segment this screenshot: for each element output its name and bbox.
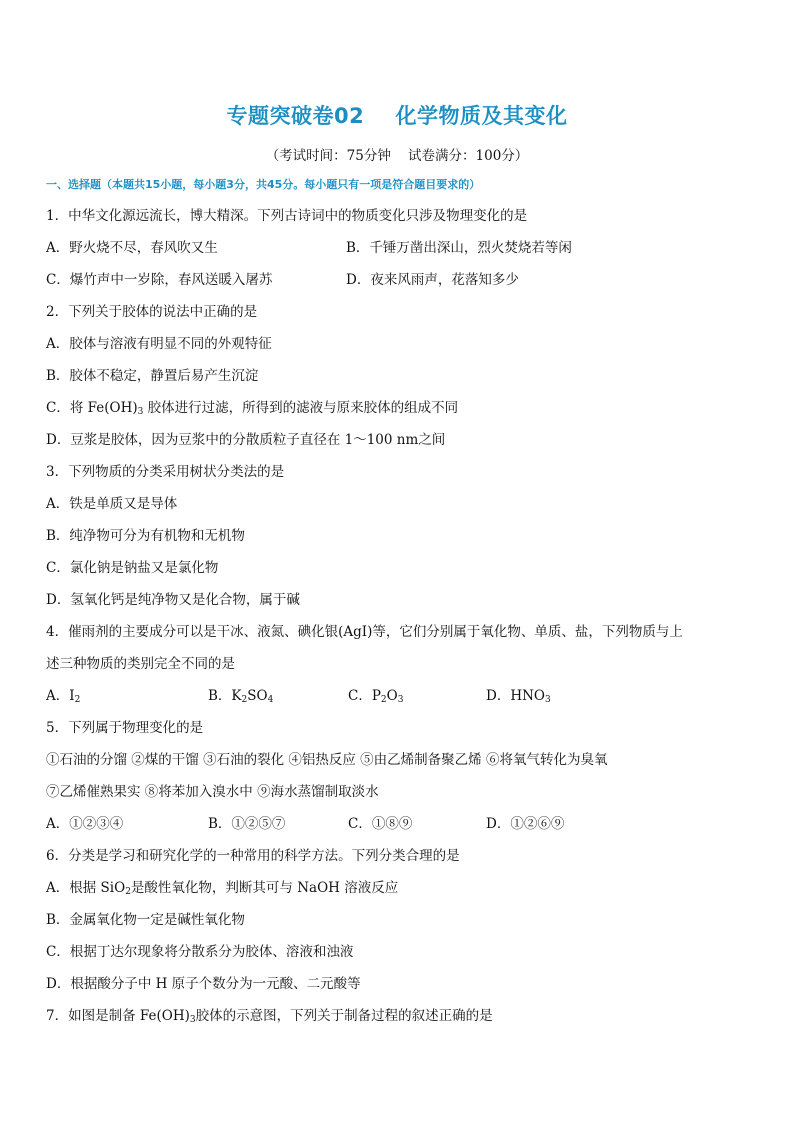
q5-option-c: C．①⑧⑨ <box>348 816 413 832</box>
q3-option-d: D．氢氧化钙是纯净物又是化合物，属于碱 <box>46 592 300 608</box>
q1-option-b: B．千锤万凿出深山，烈火焚烧若等闲 <box>346 240 572 256</box>
section-heading: 一、选择题（本题共15小题，每小题3分，共45分。每小题只有一项是符合题目要求的） <box>46 178 481 191</box>
q1-stem: 1．中华文化源远流长，博大精深。下列古诗词中的物质变化只涉及物理变化的是 <box>46 208 528 224</box>
q6-option-b: B．金属氧化物一定是碱性氧化物 <box>46 912 245 928</box>
q1-option-d: D．夜来风雨声，花落知多少 <box>346 272 519 288</box>
q4-stem-line2: 述三种物质的类别完全不同的是 <box>46 656 235 672</box>
q1-option-a: A．野火烧不尽，春风吹又生 <box>46 240 218 256</box>
q3-stem: 3．下列物质的分类采用树状分类法的是 <box>46 464 285 480</box>
q5-stem: 5．下列属于物理变化的是 <box>46 720 204 736</box>
q4-option-c: C．$P_2O_3$ <box>348 688 404 705</box>
q3-option-a: A．铁是单质又是导体 <box>46 496 178 512</box>
q3-option-c: C．氯化钠是钠盐又是氯化物 <box>46 560 219 576</box>
page-title: 专题突破卷02 化学物质及其变化 <box>226 104 568 128</box>
q4-option-a: A．$I_2$ <box>46 688 81 705</box>
q4-option-d: D．$HNO_3$ <box>486 688 551 705</box>
q5-items-line1: ①石油的分馏 ②煤的干馏 ③石油的裂化 ④铝热反应 ⑤由乙烯制备聚乙烯 ⑥将氧气转化为臭氧 <box>46 752 608 768</box>
q5-option-d: D．①②⑥⑨ <box>486 816 565 832</box>
q1-option-c: C．爆竹声中一岁除，春风送暖入屠苏 <box>46 272 273 288</box>
q4-option-b: B．$K_2SO_4$ <box>208 688 274 705</box>
q2-option-d: D．豆浆是胶体，因为豆浆中的分散质粒子直径在 1～100 nm之间 <box>46 432 446 448</box>
q5-items-line2: ⑦乙烯催熟果实 ⑧将苯加入溴水中 ⑨海水蒸馏制取淡水 <box>46 784 379 800</box>
q2-option-b: B．胶体不稳定，静置后易产生沉淀 <box>46 368 259 384</box>
q2-option-c: C．将 $Fe(OH)_3$ 胶体进行过滤，所得到的滤液与原来胶体的组成不同 <box>46 400 459 417</box>
q6-option-c: C．根据丁达尔现象将分散系分为胶体、溶液和浊液 <box>46 944 354 960</box>
q3-option-b: B．纯净物可分为有机物和无机物 <box>46 528 245 544</box>
q6-option-d: D．根据酸分子中 H 原子个数分为一元酸、二元酸等 <box>46 976 361 992</box>
q5-option-b: B．①②⑤⑦ <box>208 816 286 832</box>
q6-stem: 6．分类是学习和研究化学的一种常用的科学方法。下列分类合理的是 <box>46 848 460 864</box>
exam-info: （考试时间：75分钟 试卷满分：100分） <box>265 148 529 164</box>
q6-option-a: A．根据 SiO$_2$是酸性氧化物，判断其可与 NaOH 溶液反应 <box>46 880 399 897</box>
q4-stem-line1: 4．催雨剂的主要成分可以是干冰、液氮、碘化银(AgI)等，它们分别属于氧化物、单质、盐，下列物质与上 <box>46 624 683 640</box>
q7-stem: 7．如图是制备 $Fe(OH)_3$胶体的示意图，下列关于制备过程的叙述正确的是 <box>46 1008 493 1025</box>
q5-option-a: A．①②③④ <box>46 816 124 832</box>
q2-option-a: A．胶体与溶液有明显不同的外观特征 <box>46 336 272 352</box>
q2-stem: 2．下列关于胶体的说法中正确的是 <box>46 304 258 320</box>
